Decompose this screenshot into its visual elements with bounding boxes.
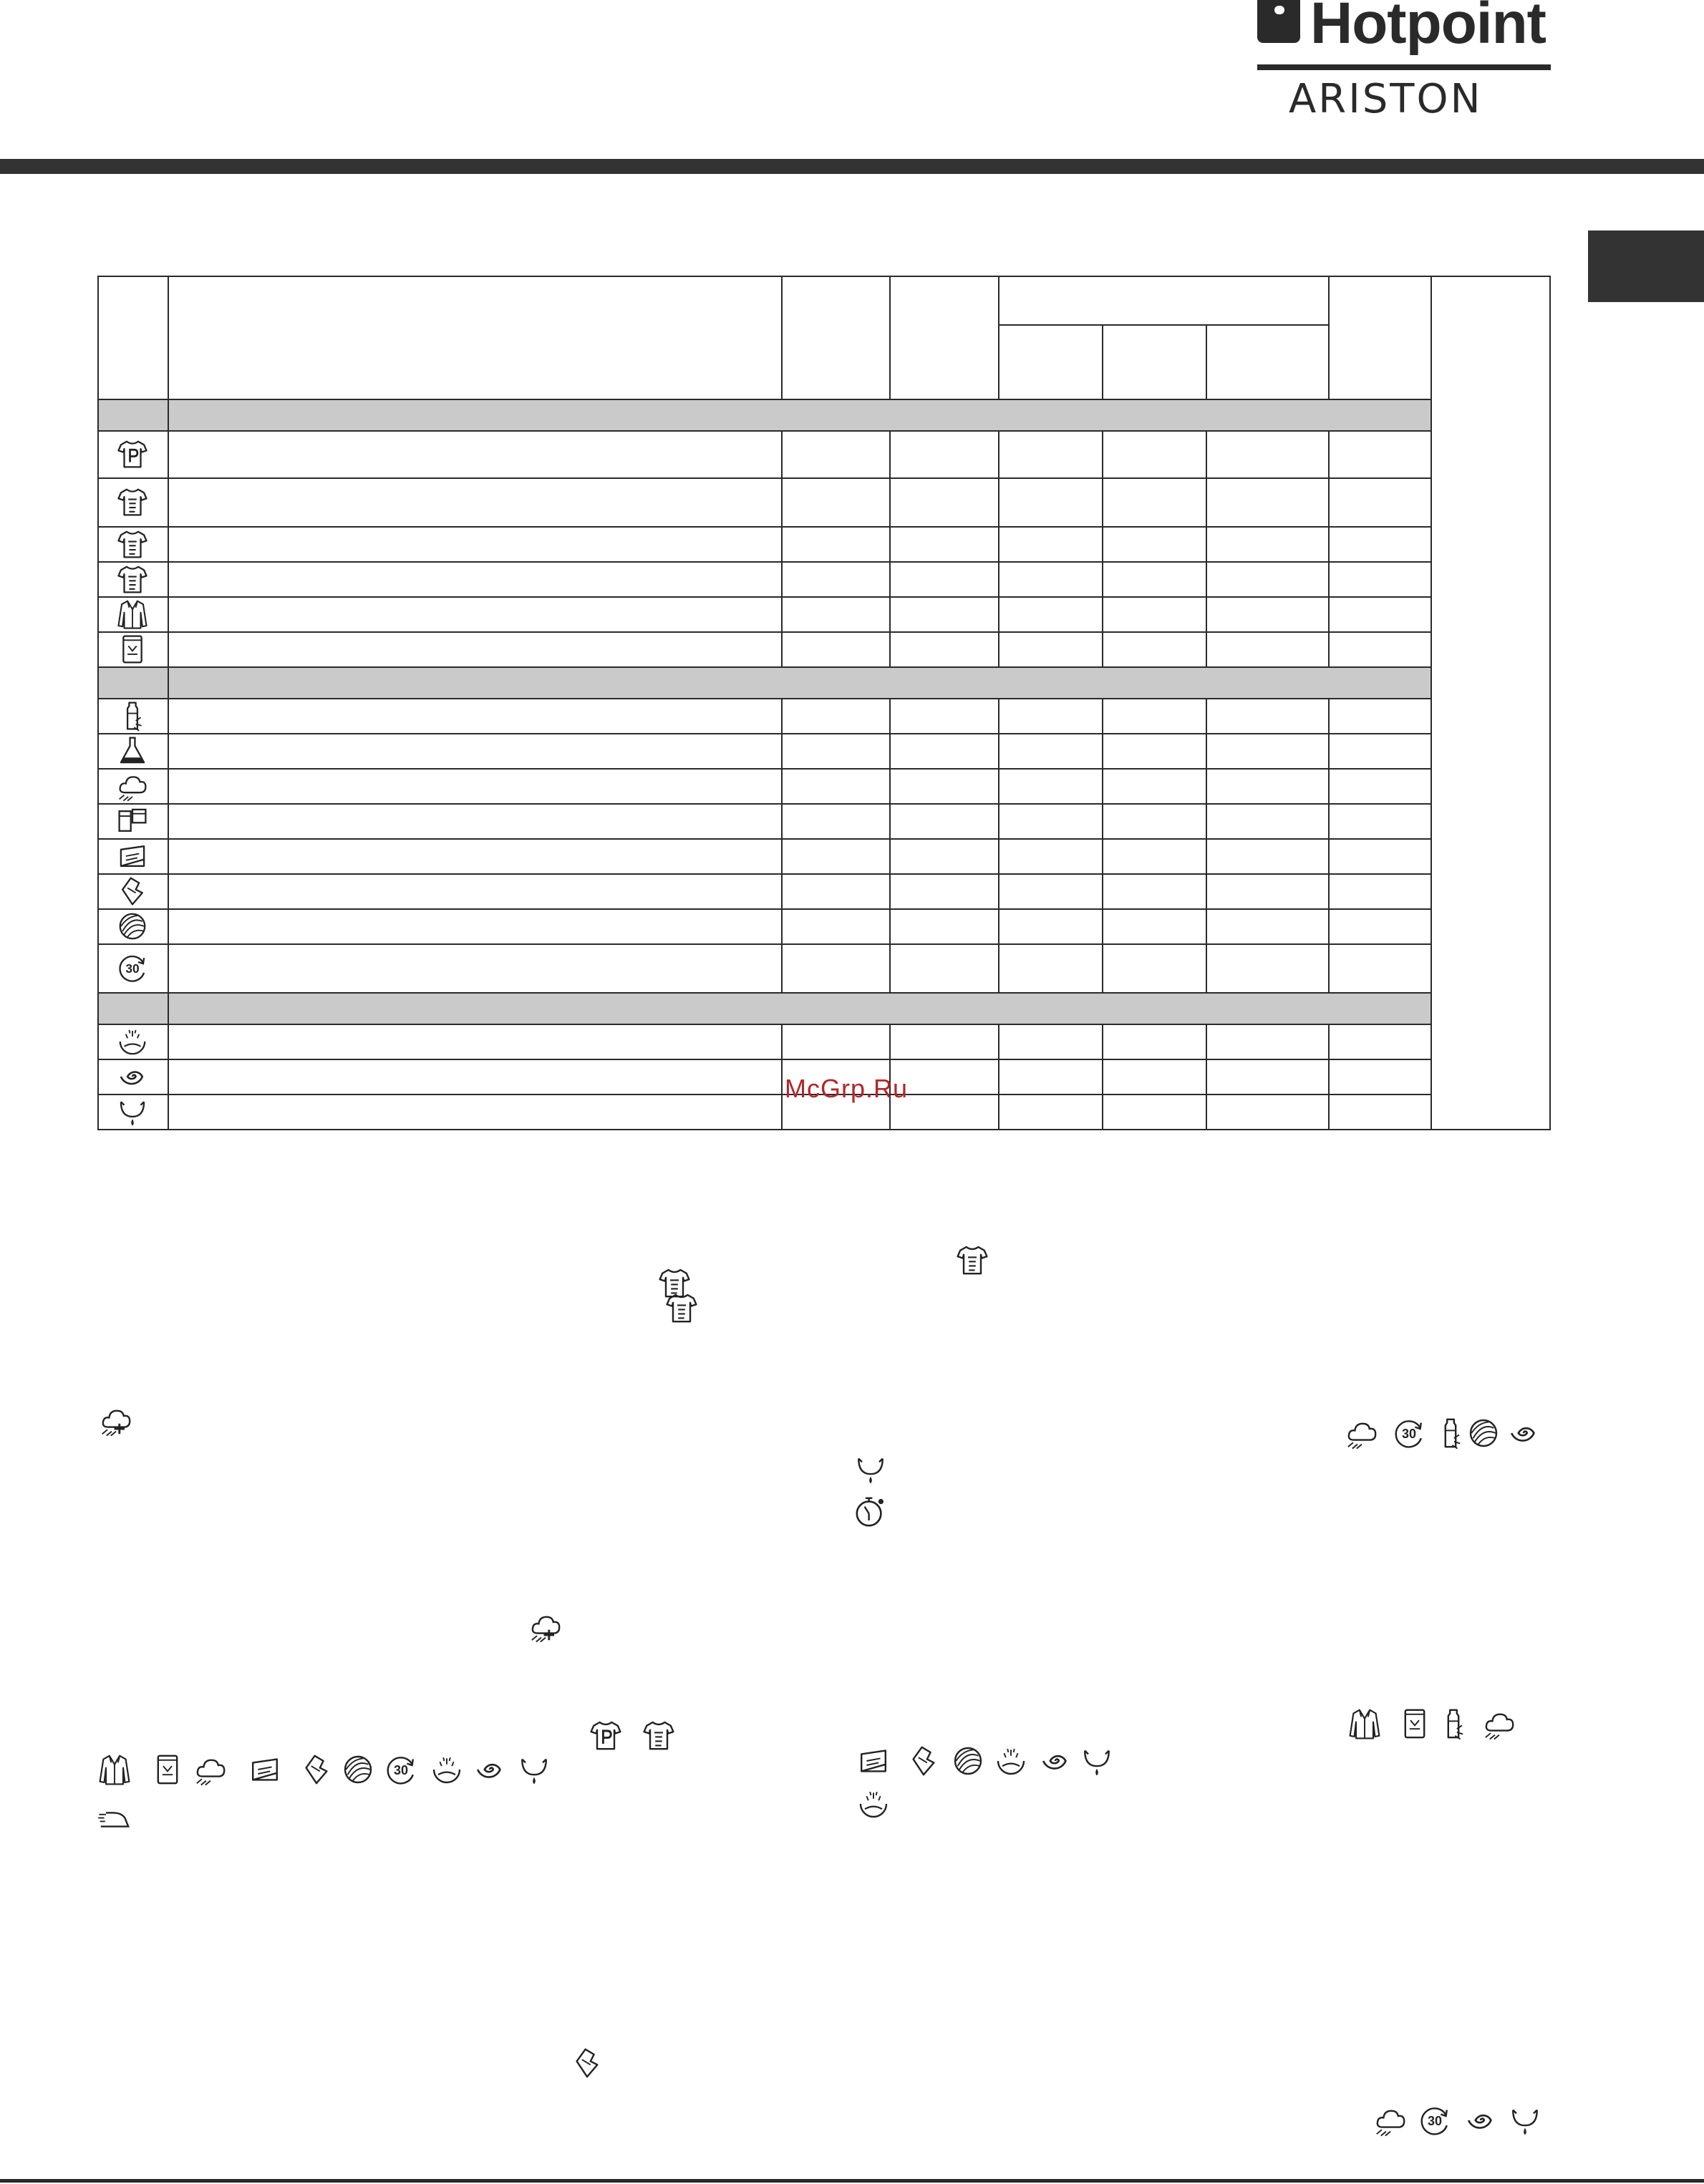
rinse-icon <box>97 1024 168 1059</box>
brand-name-bottom: ARISTON <box>1289 76 1483 122</box>
table-column-rule <box>1328 1024 1330 1129</box>
quick-30-icon <box>384 1752 418 1787</box>
shirt-lines-icon <box>664 1291 699 1325</box>
table-section-band <box>97 666 1431 698</box>
footer-rule <box>0 2179 1704 2183</box>
table-rule <box>97 838 1431 840</box>
table-rule <box>97 1059 1431 1060</box>
towels-icon <box>97 803 168 838</box>
jacket-icon <box>97 1752 132 1787</box>
spin-icon <box>1506 1416 1541 1450</box>
drain-icon <box>1508 2103 1542 2137</box>
steam-cloud-icon <box>1482 1707 1516 1741</box>
table-rule <box>97 477 1431 479</box>
brand-name-top: Hotpoint <box>1310 0 1546 56</box>
table-rule <box>97 1024 1431 1025</box>
wool-icon <box>951 1744 985 1778</box>
table-column-rule <box>781 276 783 399</box>
table-rule <box>97 430 1431 432</box>
watermark: McGrp.Ru <box>785 1074 909 1103</box>
spin-icon <box>473 1752 507 1787</box>
steam-cloud-icon <box>193 1752 228 1787</box>
spin-icon <box>97 1059 168 1094</box>
wool-icon <box>1466 1416 1501 1450</box>
table-column-rule <box>781 1024 783 1129</box>
quick-30-icon <box>1418 2103 1452 2137</box>
table-rule <box>97 1094 1431 1095</box>
baby-bottle-icon <box>1436 1707 1471 1741</box>
jeans-icon <box>1398 1707 1432 1741</box>
table-column-rule <box>1102 698 1103 992</box>
table-column-rule <box>168 276 169 1129</box>
drain-icon <box>517 1752 551 1787</box>
table-column-rule <box>1328 276 1330 399</box>
table-column-rule <box>889 698 891 992</box>
table-rule <box>97 666 1431 668</box>
table-rule <box>97 768 1431 770</box>
table-rule <box>97 733 1431 734</box>
table-rule <box>97 943 1431 945</box>
shirt-lines-icon <box>97 526 168 561</box>
table-column-rule <box>1102 1024 1103 1129</box>
brand-divider <box>1257 64 1551 70</box>
jacket-icon <box>97 596 168 631</box>
brand-logo <box>1252 0 1552 122</box>
iron-icon <box>97 1802 132 1837</box>
quick-30-icon <box>1392 1416 1426 1450</box>
silk-icon <box>299 1752 334 1787</box>
rinse-icon <box>430 1752 464 1787</box>
shirt-lines-icon <box>97 477 168 526</box>
table-column-rule <box>998 1024 999 1129</box>
table-rule <box>97 873 1431 875</box>
table-rule <box>97 526 1431 528</box>
table-column-rule <box>889 430 891 666</box>
table-rule <box>97 1129 1551 1130</box>
table-rule <box>97 631 1431 633</box>
table-column-rule <box>1102 430 1103 666</box>
steam-cloud-icon <box>1373 2103 1408 2137</box>
rinse-icon <box>994 1744 1028 1778</box>
table-rule <box>97 596 1431 598</box>
drain-icon <box>97 1094 168 1129</box>
table-rule <box>97 399 1431 400</box>
table-column-rule <box>1102 324 1103 399</box>
table-column-rule <box>998 698 999 992</box>
table-column-rule <box>998 430 999 666</box>
shirt-lines-icon <box>642 1718 676 1752</box>
shirt-lines-icon <box>955 1243 989 1277</box>
spin-icon <box>1463 2103 1498 2137</box>
wool-icon <box>97 908 168 943</box>
delay-timer-icon <box>853 1495 888 1529</box>
jeans-icon <box>150 1752 185 1787</box>
rinse-icon <box>856 1787 891 1821</box>
silk-icon <box>570 2046 604 2080</box>
table-column-rule <box>1328 698 1330 992</box>
table-rule <box>998 324 1328 326</box>
duvet-icon <box>856 1744 891 1778</box>
table-column-rule <box>781 430 783 666</box>
silk-icon <box>906 1744 941 1778</box>
table-column-rule <box>1549 276 1551 1129</box>
table-column-rule <box>1206 1024 1207 1129</box>
jacket-icon <box>1347 1707 1382 1741</box>
table-column-rule <box>1328 430 1330 666</box>
language-tab <box>1588 230 1704 302</box>
steam-plus-icon <box>99 1403 133 1437</box>
drain-icon <box>853 1452 888 1486</box>
shirt-lines-icon <box>97 561 168 596</box>
steam-plus-icon <box>528 1609 563 1644</box>
table-rule <box>97 561 1431 563</box>
table-rule <box>97 992 1431 994</box>
silk-icon <box>97 873 168 908</box>
jeans-icon <box>97 631 168 666</box>
quick-30-icon <box>97 943 168 992</box>
table-rule <box>97 276 1551 277</box>
table-column-rule <box>1206 324 1207 399</box>
steam-cloud-icon <box>97 768 168 803</box>
table-rule <box>97 698 1431 699</box>
baby-bottle-icon <box>1433 1416 1468 1450</box>
table-rule <box>97 803 1431 805</box>
drain-icon <box>1080 1744 1114 1778</box>
steam-cloud-icon <box>1345 1416 1379 1450</box>
baby-bottle-icon <box>97 698 168 733</box>
allergy-flask-icon <box>97 733 168 768</box>
table-column-rule <box>97 276 99 1129</box>
programme-table <box>97 276 1551 1142</box>
brand-mark-icon <box>1257 0 1300 43</box>
duvet-icon <box>97 838 168 873</box>
table-rule <box>97 908 1431 910</box>
table-section-band <box>97 992 1431 1024</box>
table-column-rule <box>1206 430 1207 666</box>
header-bar <box>0 159 1704 174</box>
shirt-p-icon <box>589 1718 623 1752</box>
table-column-rule <box>889 276 891 399</box>
duvet-icon <box>248 1752 282 1787</box>
table-column-rule <box>781 698 783 992</box>
table-column-rule <box>1206 698 1207 992</box>
shirt-p-icon <box>97 430 168 477</box>
table-column-rule <box>1431 276 1432 1129</box>
table-column-rule <box>998 276 999 399</box>
wool-icon <box>341 1752 375 1787</box>
spin-icon <box>1038 1744 1073 1778</box>
table-section-band <box>97 399 1431 430</box>
